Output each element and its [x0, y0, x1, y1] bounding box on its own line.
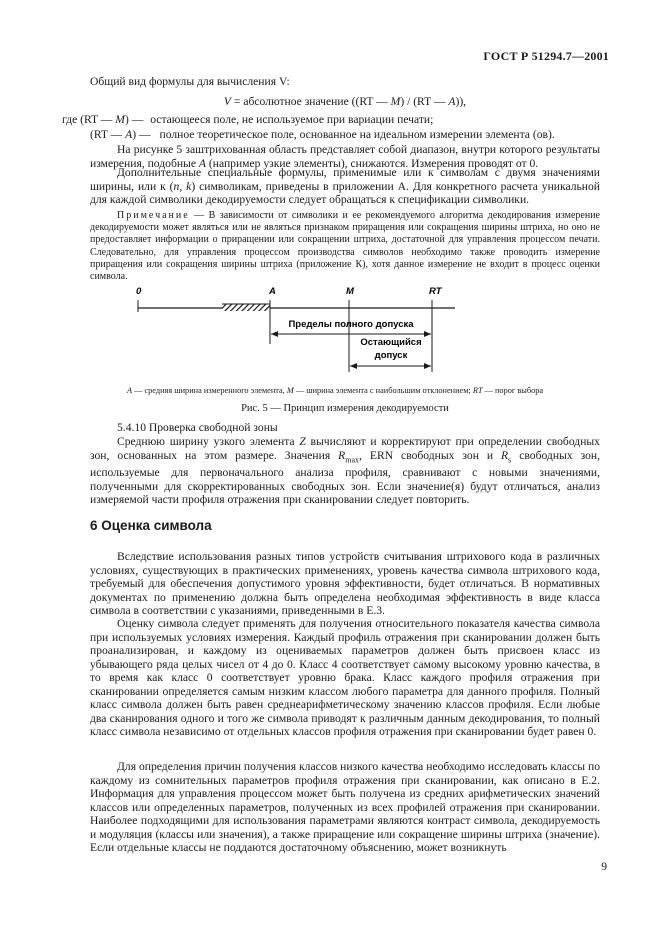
- figure-legend: A — средняя ширина измеренного элемента, M — ширина элемента с наибольшим отклонением; RT — порог выбора: [126, 386, 544, 395]
- figure-label-rt: RT: [429, 286, 442, 297]
- note-decodability: Примечание — В зависимости от символики и ее рекомендуемого алгоритма декодирования измерение декодируемости может являться или не являться признаком приращения или сокращения ширины штриха, но оно не предоставляет информации о приращении или сокращении штриха, достаточной для управления процессом печати. Следовательно, для управления процессом производства символов необходимо также проводить измерение приращения или сокращения ширины штриха (приложение К), хотя данное измерение не входит в процесс оценки символа.: [90, 210, 600, 283]
- subsection-heading-5-4-10: 5.4.10 Проверка свободной зоны: [117, 421, 278, 434]
- figure-label-zero: 0: [136, 286, 142, 297]
- hatched-region: [222, 304, 270, 311]
- formula-definition-1: где (RT — M) — остающееся поле, не используемое при вариации печати;: [62, 113, 434, 126]
- formula-definition-2: (RT — A) — полное теоретическое поле, основанное на идеальном измерении элемента (ов).: [90, 128, 555, 141]
- section-6-paragraph-2: Оценку символа следует применять для получения относительного показателя качества символа при используемых условиях измерения. Каждый профиль отражения при сканировании должен быть проанализирован, и каждому из оцениваемых параметров должен быть присвоен класс из убывающего ряда целых чисел от 4 до 0. Класс 4 соответствует самому высокому уровню качества, в то время как класс 0 соответствует уровню брака. Класс каждого профиля отражения при сканировании определяется самым низким классом любого параметра для данного профиля. Полный класс символа должен быть равен среднеарифметическому значению классов профиля. Если любые два сканирования одного и того же символа приводят к различным данным декодирования, то полный класс символа независимо от отдельных классов профиля отражения при сканировании будет равен 0.: [90, 617, 600, 738]
- paragraph-quiet-zone: Среднюю ширину узкого элемента Z вычисляют и корректируют при определении свободных зон, основанных на этом размере. Значения $R_{max}$, ERN свободных зон и $R_s$ свободных зон, используемые для первоначального анализа профиля, сравнивают с новыми значениями, полученными для скорректированных свободных зон. Если значение(я) будут отличаться, анализ измеряемой части профиля отражения при сканировании следует повторить.: [90, 435, 600, 507]
- figure-label-m: M: [346, 286, 354, 297]
- figure-caption: Рис. 5 — Принцип измерения декодируемости: [241, 403, 449, 414]
- section-6-title: 6 Оценка символа: [90, 518, 212, 533]
- paragraph-figure5-shading: На рисунке 5 заштрихованная область представляет собой диапазон, внутри которого результаты измерения, подобные A (например узкие элементы), снижаются. Измерения проводят от 0.: [90, 143, 600, 170]
- remaining-tolerance-label-2: допуск: [374, 350, 408, 361]
- section-6-paragraph-3: Для определения причин получения классов низкого качества необходимо исследовать классы по каждому из сомнительных параметров профиля отражения при сканировании, как описано в Е.2. Информация для управления процессом может быть получена из средних арифметических значений классов или определенных параметров, полученных из всех профилей отражения при сканировании. Наиболее подходящими для использования параметрами являются контраст символа, декодируемость и модуляция (классы или значения), а также приращение или сокращение ширины штриха (значение). Если отдельные классы не поддаются достаточному объяснению, может возникнуть: [90, 760, 600, 854]
- section-6-paragraph-1: Вследствие использования разных типов устройств считывания штрихового кода в различных условиях, существующих в практических применениях, уровень качества символа штрихового кода, требуемый для обеспечения допустимого уровня эффективности, будет отличаться. В нормативных документах по применению должна быть определена необходимая эффективность в виде класса символа в соответствии с указаниями, приведенными в Е.3.: [90, 550, 600, 617]
- formula-intro: Общий вид формулы для вычисления V:: [90, 75, 290, 88]
- standard-id-header: ГОСТ Р 51294.7—2001: [483, 49, 609, 63]
- full-tolerance-label: Пределы полного допуска: [288, 319, 414, 330]
- formula-equation: V = абсолютное значение ((RT — M) / (RT — A)),: [223, 95, 467, 108]
- paragraph-special-formulas: Дополнительные специальные формулы, применимые или к символам с двумя значениями ширины, или к (n, k) символикам, приведены в приложении А. Для конкретного расчета уникальной для каждой символики декодируемости следует обращаться к спецификации символики.: [90, 166, 600, 206]
- figure-label-a: A: [269, 286, 276, 297]
- page-number: 9: [601, 860, 607, 873]
- remaining-tolerance-label-1: Остающийся: [360, 337, 422, 348]
- figure-5-diagram: [110, 278, 530, 380]
